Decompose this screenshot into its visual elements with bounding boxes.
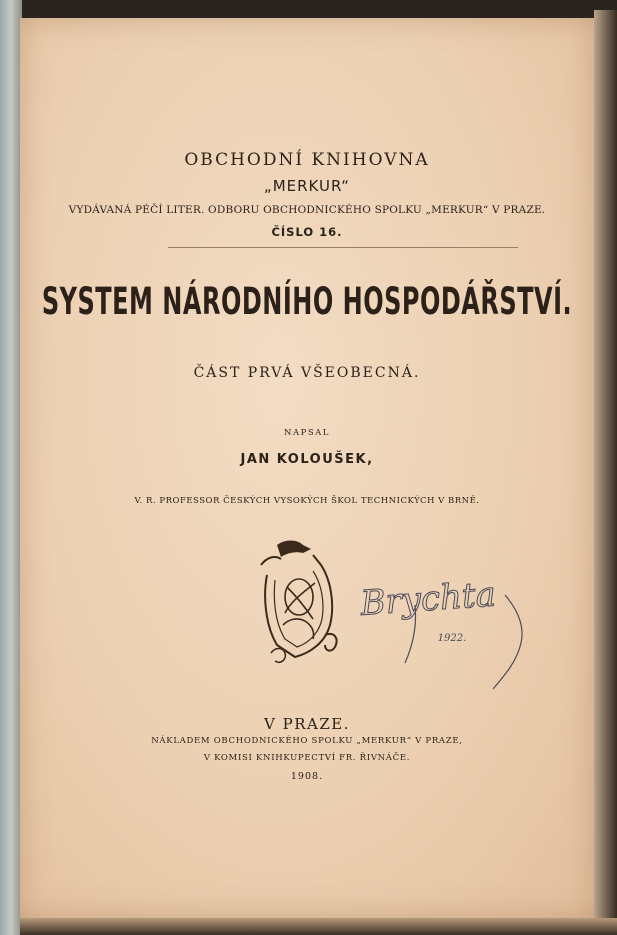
series-number: ČÍSLO 16.: [271, 225, 343, 239]
imprint-line-2: V KOMISI KNIHKUPECTVÍ FR. ŘIVNÁČE.: [203, 753, 411, 763]
publication-year: 1908.: [290, 771, 324, 782]
book-title: SYSTEM NÁRODNÍHO HOSPODÁŘSTVÍ.: [41, 280, 573, 324]
publisher-line: VYDÁVANÁ PÉČÍ LITER. ODBORU OBCHODNICKÉHO SPOLKU „MERKUR“ V PRAZE.: [68, 204, 546, 216]
series-title: OBCHODNÍ KNIHOVNA: [184, 150, 430, 170]
page-edge-bottom: [20, 918, 617, 935]
book-spine: [0, 0, 22, 935]
page-edge-right: [594, 10, 617, 925]
author-name: JAN KOLOUŠEK,: [240, 452, 374, 467]
merkur-emblem-icon: [255, 535, 345, 670]
author-title: V. R. PROFESSOR ČESKÝCH VYSOKÝCH ŠKOL TECHNICKÝCH V BRNĚ.: [134, 496, 480, 506]
handwritten-date: 1922.: [437, 633, 467, 644]
divider-rule: [168, 247, 518, 248]
publication-city: V PRAZE.: [264, 715, 350, 733]
book-subtitle: ČÁST PRVÁ VŠEOBECNÁ.: [193, 365, 421, 381]
imprint-line-1: NÁKLADEM OBCHODNICKÉHO SPOLKU „MERKUR“ V PRAZE,: [151, 736, 463, 746]
series-name: „MERKUR“: [263, 177, 351, 195]
signature-text: Brychta: [359, 574, 498, 624]
written-by-label: NAPSAL: [284, 428, 330, 438]
